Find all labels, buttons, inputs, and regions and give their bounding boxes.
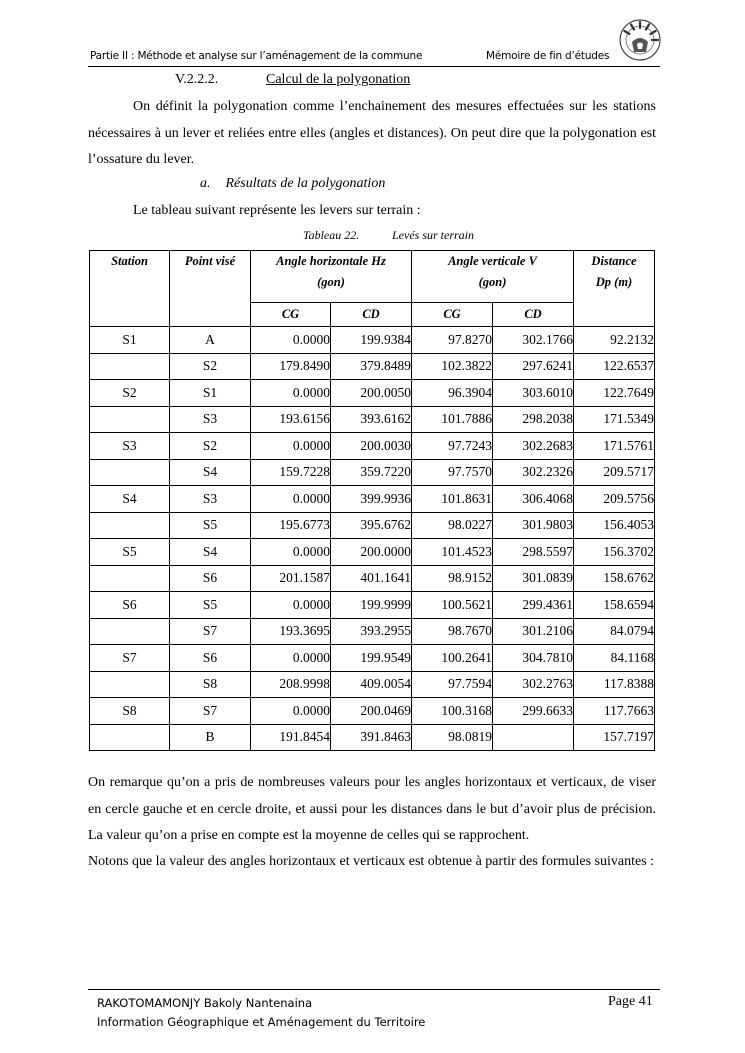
cell-distance: 158.6594 bbox=[574, 592, 655, 619]
cell-point: S2 bbox=[170, 433, 251, 460]
header-distance bbox=[574, 251, 655, 327]
header-distance-unit: Dp (m) bbox=[595, 275, 633, 289]
cell-point: A bbox=[170, 327, 251, 354]
cell-distance: 158.6762 bbox=[574, 565, 655, 592]
cell-hz-cd: 199.9384 bbox=[331, 327, 412, 354]
cell-distance: 156.3702 bbox=[574, 539, 655, 566]
cell-point: S5 bbox=[170, 512, 251, 539]
cell-v-cd: 299.6633 bbox=[493, 698, 574, 725]
header-hz bbox=[251, 251, 412, 303]
cell-hz-cg: 0.0000 bbox=[251, 433, 331, 460]
cell-distance: 117.8388 bbox=[574, 671, 655, 698]
cell-hz-cd: 359.7220 bbox=[331, 459, 412, 486]
cell-hz-cd: 200.0000 bbox=[331, 539, 412, 566]
cell-v-cd: 298.5597 bbox=[493, 539, 574, 566]
cell-hz-cg: 0.0000 bbox=[251, 486, 331, 513]
cell-v-cd: 299.4361 bbox=[493, 592, 574, 619]
cell-distance: 171.5761 bbox=[574, 433, 655, 460]
table-row bbox=[90, 565, 655, 592]
footer-author: RAKOTOMAMONJY Bakoly Nantenaina bbox=[97, 996, 313, 1010]
header-v bbox=[412, 251, 574, 303]
cell-v-cg: 97.7570 bbox=[412, 459, 493, 486]
cell-station: S3 bbox=[90, 433, 170, 460]
cell-v-cd: 298.2038 bbox=[493, 406, 574, 433]
cell-v-cd: 302.2326 bbox=[493, 459, 574, 486]
cell-hz-cd: 395.6762 bbox=[331, 512, 412, 539]
header-v-label: Angle verticale V bbox=[448, 254, 537, 268]
cell-v-cg: 97.7243 bbox=[412, 433, 493, 460]
cell-v-cg: 98.0819 bbox=[412, 724, 493, 751]
cell-v-cg: 100.3168 bbox=[412, 698, 493, 725]
cell-v-cd: 301.2106 bbox=[493, 618, 574, 645]
cell-point: S7 bbox=[170, 698, 251, 725]
cell-hz-cd: 401.1641 bbox=[331, 565, 412, 592]
table-row bbox=[90, 353, 655, 380]
cell-hz-cg: 159.7228 bbox=[251, 459, 331, 486]
header-point: Point visé bbox=[170, 251, 251, 327]
table-caption-title: Levés sur terrain bbox=[392, 228, 474, 242]
cell-v-cd: 301.9803 bbox=[493, 512, 574, 539]
table-row bbox=[90, 459, 655, 486]
cell-station: S5 bbox=[90, 539, 170, 566]
cell-point: B bbox=[170, 724, 251, 751]
cell-v-cg: 97.7594 bbox=[412, 671, 493, 698]
header-hz-cg: CG bbox=[251, 303, 331, 327]
cell-station: S7 bbox=[90, 645, 170, 672]
cell-station: S6 bbox=[90, 592, 170, 619]
cell-hz-cg: 0.0000 bbox=[251, 645, 331, 672]
cell-hz-cd: 379.8489 bbox=[331, 353, 412, 380]
cell-hz-cg: 0.0000 bbox=[251, 592, 331, 619]
page-header bbox=[88, 44, 660, 67]
footer-divider bbox=[88, 989, 660, 990]
cell-station bbox=[90, 618, 170, 645]
cell-v-cg: 98.0227 bbox=[412, 512, 493, 539]
cell-station bbox=[90, 565, 170, 592]
header-station: Station bbox=[90, 251, 170, 327]
cell-v-cg: 98.7670 bbox=[412, 618, 493, 645]
cell-v-cd: 306.4068 bbox=[493, 486, 574, 513]
section-title: Calcul de la polygonation bbox=[266, 72, 411, 87]
cell-point: S7 bbox=[170, 618, 251, 645]
cell-point: S4 bbox=[170, 539, 251, 566]
section-number: V.2.2.2. bbox=[175, 72, 219, 87]
cell-hz-cg: 0.0000 bbox=[251, 698, 331, 725]
cell-v-cd: 301.0839 bbox=[493, 565, 574, 592]
cell-distance: 122.6537 bbox=[574, 353, 655, 380]
cell-station bbox=[90, 671, 170, 698]
cell-hz-cg: 179.8490 bbox=[251, 353, 331, 380]
page-number: Page 41 bbox=[608, 994, 653, 1009]
table-row bbox=[90, 512, 655, 539]
table-row bbox=[90, 618, 655, 645]
university-emblem-icon bbox=[618, 18, 662, 62]
cell-hz-cg: 193.6156 bbox=[251, 406, 331, 433]
cell-hz-cg: 193.3695 bbox=[251, 618, 331, 645]
header-part-title: Partie II : Méthode et analyse sur l’aménagement de la commune bbox=[90, 50, 423, 62]
cell-distance: 157.7197 bbox=[574, 724, 655, 751]
cell-distance: 209.5717 bbox=[574, 459, 655, 486]
cell-v-cd bbox=[493, 724, 574, 751]
table-row bbox=[90, 327, 655, 354]
cell-point: S5 bbox=[170, 592, 251, 619]
header-hz-cd: CD bbox=[331, 303, 412, 327]
table-row bbox=[90, 539, 655, 566]
cell-distance: 84.1168 bbox=[574, 645, 655, 672]
table-row bbox=[90, 671, 655, 698]
table-row bbox=[90, 433, 655, 460]
subsection-letter: a. bbox=[200, 176, 211, 191]
subsection-title: Résultats de la polygonation bbox=[225, 176, 386, 191]
cell-hz-cg: 195.6773 bbox=[251, 512, 331, 539]
cell-point: S4 bbox=[170, 459, 251, 486]
cell-station bbox=[90, 512, 170, 539]
cell-point: S8 bbox=[170, 671, 251, 698]
header-hz-label: Angle horizontale Hz bbox=[276, 254, 386, 268]
cell-point: S6 bbox=[170, 565, 251, 592]
cell-hz-cg: 201.1587 bbox=[251, 565, 331, 592]
formula-intro-paragraph: Notons que la valeur des angles horizontaux et verticaux est obtenue à partir des formules suivantes : bbox=[88, 854, 655, 869]
cell-v-cd: 302.2683 bbox=[493, 433, 574, 460]
table-row bbox=[90, 486, 655, 513]
table-row bbox=[90, 698, 655, 725]
cell-station bbox=[90, 459, 170, 486]
cell-distance: 122.7649 bbox=[574, 380, 655, 407]
cell-v-cg: 96.3904 bbox=[412, 380, 493, 407]
levers-table bbox=[89, 250, 655, 751]
cell-station: S8 bbox=[90, 698, 170, 725]
cell-distance: 156.4053 bbox=[574, 512, 655, 539]
levers-table-body bbox=[90, 327, 655, 751]
header-distance-label: Distance bbox=[591, 254, 637, 268]
cell-hz-cd: 200.0030 bbox=[331, 433, 412, 460]
table-row bbox=[90, 645, 655, 672]
table-intro: Le tableau suivant représente les levers sur terrain : bbox=[133, 203, 421, 218]
cell-v-cd: 297.6241 bbox=[493, 353, 574, 380]
cell-station bbox=[90, 724, 170, 751]
table-row bbox=[90, 724, 655, 751]
cell-v-cg: 98.9152 bbox=[412, 565, 493, 592]
intro-paragraph: On définit la polygonation comme l’enchainement des mesures effectuées sur les stations nécessaires à un lever et reliées entre elles (angles et distances). On peut dire que la polygonation est l’ossature du lever. bbox=[88, 99, 656, 167]
cell-hz-cg: 191.8454 bbox=[251, 724, 331, 751]
cell-v-cg: 97.8270 bbox=[412, 327, 493, 354]
cell-hz-cd: 409.0054 bbox=[331, 671, 412, 698]
cell-station: S1 bbox=[90, 327, 170, 354]
remark-paragraph: On remarque qu’on a pris de nombreuses valeurs pour les angles horizontaux et verticaux, de viser en cercle gauche et en cercle droite, et aussi pour les distances dans le but d’avoir plus de précision. La valeur qu’on a prise en compte est la moyenne de celles qui se rapprochent. bbox=[88, 775, 656, 843]
cell-distance: 92.2132 bbox=[574, 327, 655, 354]
cell-distance: 84.0794 bbox=[574, 618, 655, 645]
header-doc-type: Mémoire de fin d’études bbox=[486, 50, 610, 62]
cell-v-cd: 303.6010 bbox=[493, 380, 574, 407]
cell-hz-cg: 0.0000 bbox=[251, 327, 331, 354]
cell-station bbox=[90, 406, 170, 433]
header-v-unit: (gon) bbox=[478, 275, 507, 289]
cell-station: S4 bbox=[90, 486, 170, 513]
cell-v-cg: 101.7886 bbox=[412, 406, 493, 433]
header-v-cd: CD bbox=[493, 303, 574, 327]
table-caption-number: Tableau 22. bbox=[303, 228, 360, 242]
cell-hz-cd: 393.2955 bbox=[331, 618, 412, 645]
cell-hz-cg: 208.9998 bbox=[251, 671, 331, 698]
cell-hz-cg: 0.0000 bbox=[251, 539, 331, 566]
footer-program: Information Géographique et Aménagement du Territoire bbox=[97, 1015, 426, 1029]
cell-hz-cd: 393.6162 bbox=[331, 406, 412, 433]
cell-distance: 117.7663 bbox=[574, 698, 655, 725]
cell-station: S2 bbox=[90, 380, 170, 407]
cell-hz-cd: 399.9936 bbox=[331, 486, 412, 513]
cell-point: S1 bbox=[170, 380, 251, 407]
subsection-heading bbox=[200, 176, 385, 192]
cell-point: S3 bbox=[170, 486, 251, 513]
cell-hz-cd: 391.8463 bbox=[331, 724, 412, 751]
header-v-cg: CG bbox=[412, 303, 493, 327]
cell-hz-cd: 199.9549 bbox=[331, 645, 412, 672]
cell-distance: 171.5349 bbox=[574, 406, 655, 433]
cell-v-cd: 302.2763 bbox=[493, 671, 574, 698]
cell-hz-cd: 200.0469 bbox=[331, 698, 412, 725]
cell-v-cg: 101.4523 bbox=[412, 539, 493, 566]
cell-hz-cd: 200.0050 bbox=[331, 380, 412, 407]
cell-v-cg: 102.3822 bbox=[412, 353, 493, 380]
cell-v-cg: 101.8631 bbox=[412, 486, 493, 513]
table-row bbox=[90, 592, 655, 619]
header-hz-unit: (gon) bbox=[317, 275, 345, 289]
cell-point: S3 bbox=[170, 406, 251, 433]
cell-point: S6 bbox=[170, 645, 251, 672]
cell-v-cd: 302.1766 bbox=[493, 327, 574, 354]
table-row bbox=[90, 380, 655, 407]
table-row bbox=[90, 406, 655, 433]
cell-hz-cg: 0.0000 bbox=[251, 380, 331, 407]
cell-v-cd: 304.7810 bbox=[493, 645, 574, 672]
cell-distance: 209.5756 bbox=[574, 486, 655, 513]
cell-point: S2 bbox=[170, 353, 251, 380]
cell-hz-cd: 199.9999 bbox=[331, 592, 412, 619]
cell-v-cg: 100.5621 bbox=[412, 592, 493, 619]
cell-v-cg: 100.2641 bbox=[412, 645, 493, 672]
cell-station bbox=[90, 353, 170, 380]
